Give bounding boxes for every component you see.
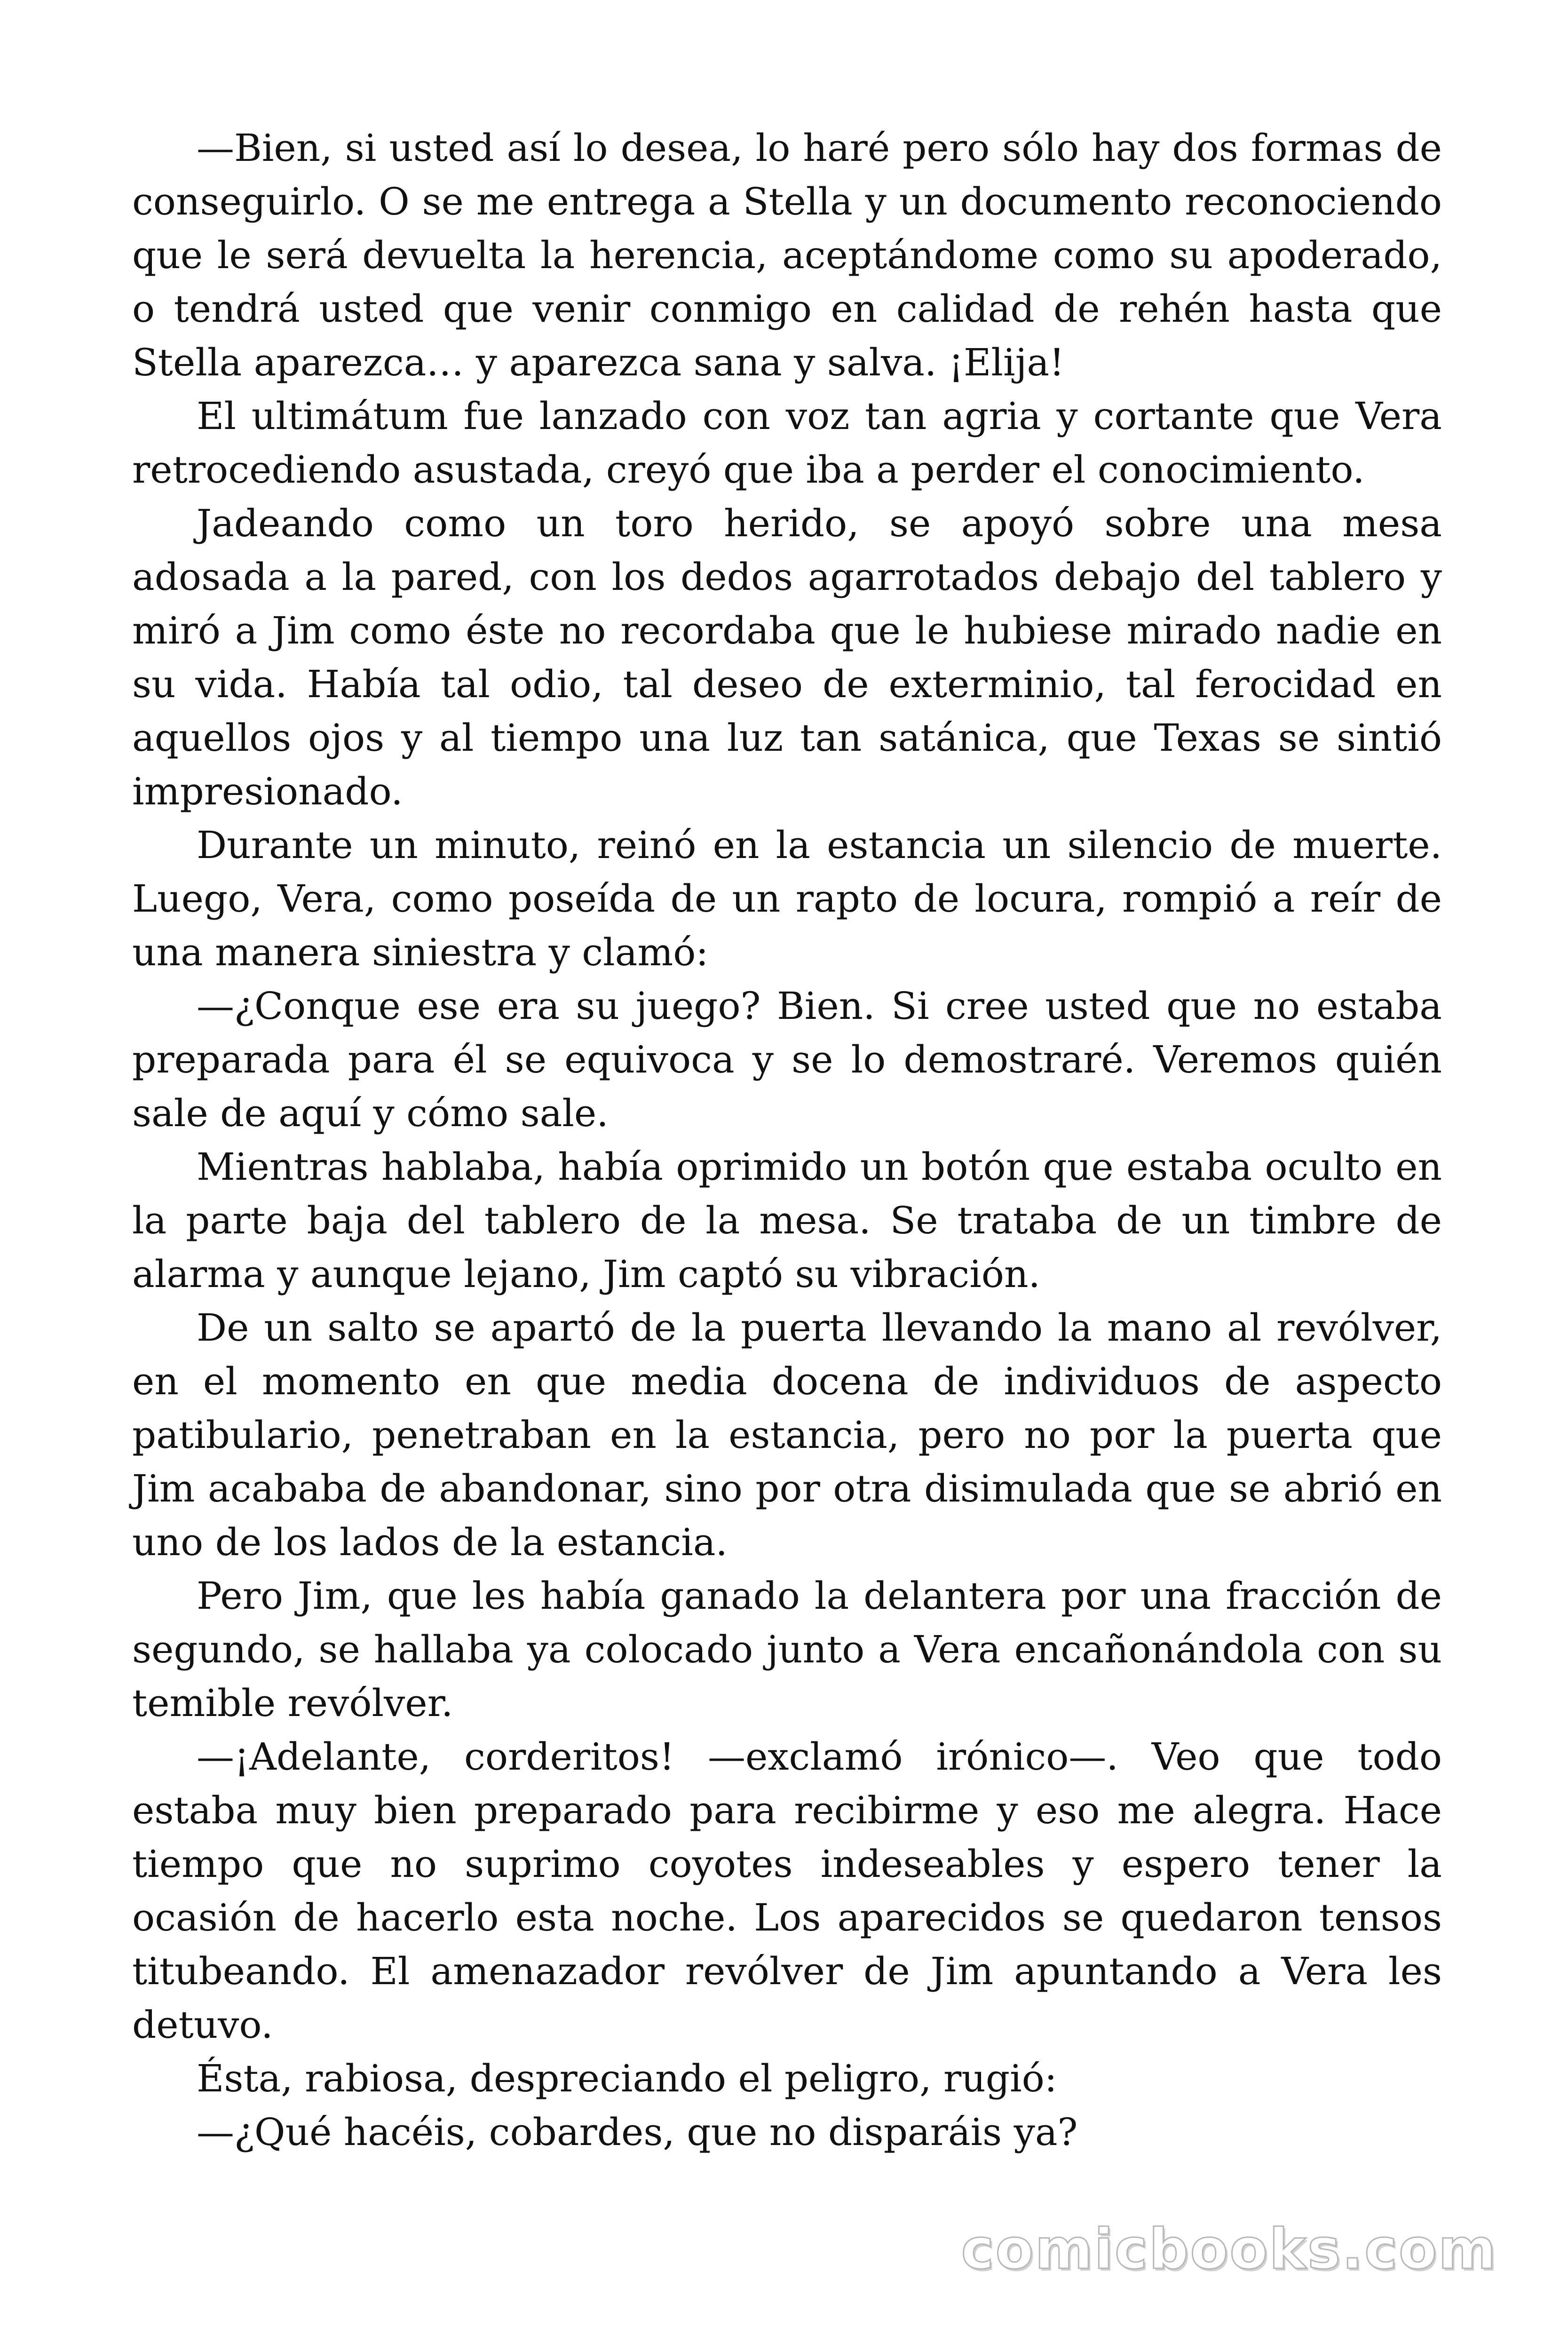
watermark: comicbooks.com — [961, 2217, 1497, 2281]
paragraph: Mientras hablaba, había oprimido un botón que estaba oculto en la parte baja del tablero de la mesa. Se trataba de un timbre de alarma y aunque lejano, Jim captó su vibración. — [132, 1145, 1442, 1296]
paragraph: El ultimátum fue lanzado con voz tan agria y cortante que Vera retrocediendo asustada, creyó que iba a perder el conocimiento. — [132, 394, 1442, 492]
paragraph: —Bien, si usted así lo desea, lo haré pero sólo hay dos formas de conseguirlo. O se me entrega a Stella y un documento reconociendo que le será devuelta la herencia, aceptándome como su apoderado, o tendrá usted que venir conmigo en calidad de rehén hasta que Stella aparezca… y aparezca sana y salva. ¡Elija! — [132, 126, 1442, 384]
paragraph: Jadeando como un toro herido, se apoyó sobre una mesa adosada a la pared, con los dedos agarrotados debajo del tablero y miró a Jim como éste no recordaba que le hubiese mirado nadie en su vida. Había tal odio, tal deseo de exterminio, tal ferocidad en aquellos ojos y al tiempo una luz tan satánica, que Texas se sintió impresionado. — [132, 501, 1442, 813]
paragraph: Durante un minuto, reinó en la estancia un silencio de muerte. Luego, Vera, como poseída de un rapto de locura, rompió a reír de una manera siniestra y clamó: — [132, 823, 1442, 974]
paragraph: —¿Qué hacéis, cobardes, que no disparáis ya? — [197, 2110, 1078, 2154]
paragraph: Ésta, rabiosa, despreciando el peligro, rugió: — [197, 2057, 1057, 2100]
page-body — [132, 121, 1442, 2159]
paragraph: —¿Conque ese era su juego? Bien. Si cree usted que no estaba preparada para él se equivoca y se lo demostraré. Veremos quién sale de aquí y cómo sale. — [132, 984, 1442, 1135]
paragraph: —¡Adelante, corderitos! —exclamó irónico—. Veo que todo estaba muy bien preparado para recibirme y eso me alegra. Hace tiempo que no suprimo coyotes indeseables y espero tener la ocasión de hacerlo esta noche. Los aparecidos se quedaron tensos titubeando. El amenazador revólver de Jim apuntando a Vera les detuvo. — [132, 1735, 1442, 2047]
paragraph: Pero Jim, que les había ganado la delantera por una fracción de segundo, se hallaba ya colocado junto a Vera encañonándola con su temible revólver. — [132, 1574, 1442, 1725]
paragraph: De un salto se apartó de la puerta llevando la mano al revólver, en el momento en que media docena de individuos de aspecto patibulario, penetraban en la estancia, pero no por la puerta que Jim acababa de abandonar, sino por otra disimulada que se abrió en uno de los lados de la estancia. — [132, 1306, 1442, 1564]
